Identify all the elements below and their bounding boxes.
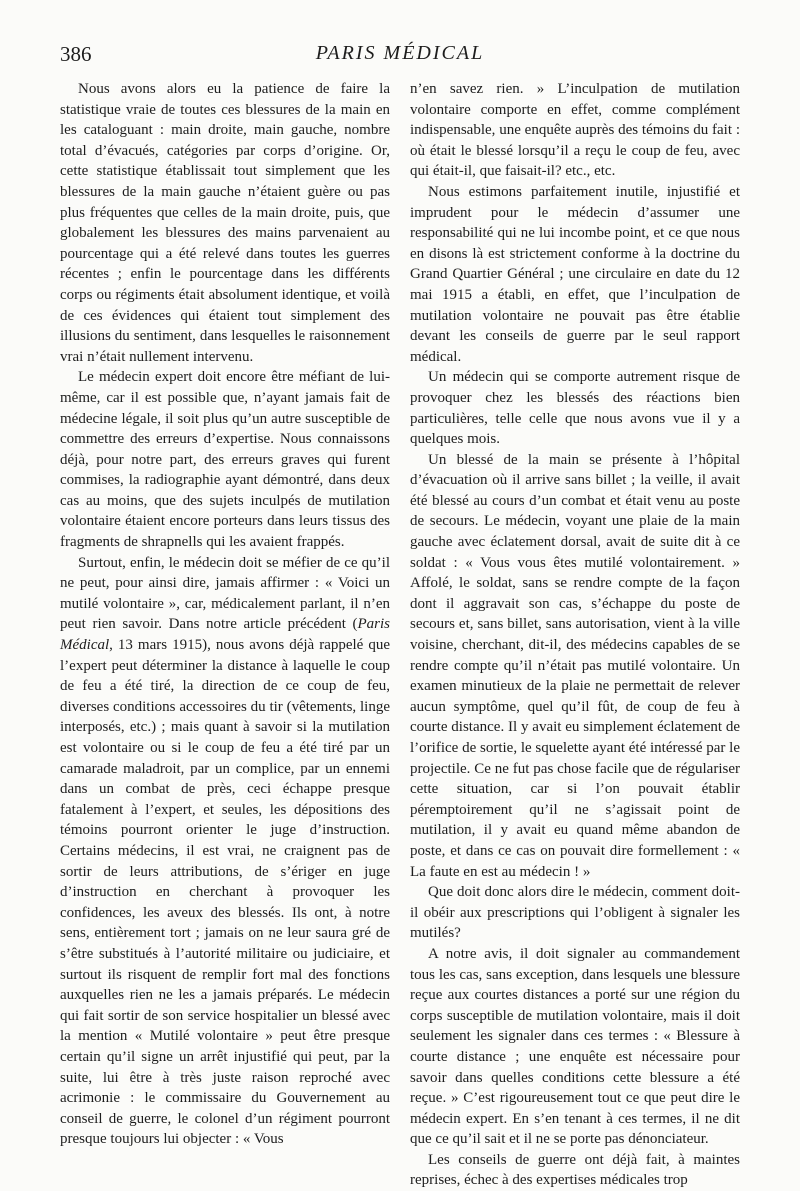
running-title: PARIS MÉDICAL [315,42,485,64]
left-column [60,79,390,1148]
paragraph: Un médecin qui se comporte autrement risque de provoquer chez les blessés des réactions bien particulières, telle celle que nous avons vue il y a quelques mois. [410,369,740,448]
paragraph: Nous estimons parfaitement inutile, injustifié et imprudent pour le médecin d’assumer une responsabilité qui ne lui incombe point, et ce que nous en disons là est strictement conforme à la doctrine du Grand Quartier Général ; une circulaire en date du 12 mai 1915 a établi, en effet, que l’inculpation de mutilation volontaire ne pouvait pas être établie devant les conseils de guerre par le seul rapport médical. [410,183,740,365]
paragraph: Nous avons alors eu la patience de faire la statistique vraie de toutes ces blessures de la main en les cataloguant : main droite, main gauche, nombre total d’évacués, catégories par corps d’origine. Or, cette statistique établissait tout simplement que les blessures de la main gauche n’étaient guère ou pas plus fréquentes que celles de la main droite, puis, que globalement les blessures des mains parvenaient au pourcentage qui a été relevé dans toutes les guerres récentes ; enfin le pourcentage dans les différents corps ou régiments était absolument identique, et voilà de ces évidences qui étaient tout simplement des illusions du sentiment, dans lesquelles le raisonnement vrai n’était nullement intervenu. [60,81,390,365]
paragraph: n’en savez rien. » L’inculpation de mutilation volontaire comporte en effet, comme complément indispensable, une enquête auprès des témoins du fait : où était le blessé lorsqu’il a reçu le coup de feu, avec qui était-il, que faisait-il? etc., etc. [410,81,740,180]
paragraph [60,553,390,1150]
paragraph-text: , 13 mars 1915), nous avons déjà rappelé que l’expert peut déterminer la distance à laquelle le coup de feu a été tiré, la direction de ce coup de feu, diverses conditions accessoires du tir (vêtements, linge interposés, etc.) ; mais quant à savoir si la mutilation est volontaire ou si le coup de feu a été tiré par un camarade maladroit, par un complice, par un ennemi dans un combat de près, ceci échappe presque fatalement à l’expert, et seules, les dépositions des témoins pourront orienter le juge d’instruction. Certains médecins, il est vrai, ne craignent pas de sortir de leurs attributions, de s’ériger en juge d’instruction en cherchant à provoquer les confidences, les aveux des blessés. Ils ont, à notre sens, entièrement tort ; jamais on ne leur saura gré de s’être substitués à l’autorité militaire ou judiciaire, et surtout ils risquent de remplir fort mal des fonctions auxquelles rien ne les a jamais préparés. Le médecin qui fait sortir de son service hospitalier un blessé avec la mention « Mutilé volontaire » peut être presque certain qu’il signe un arrêt injustifié qui peut, par la suite, lui être à très juste raison reproché avec acrimonie : le commissaire du Gouvernement au conseil de guerre, le colonel d’un régiment pourront presque toujours lui objecter : « Vous [60,637,390,1148]
paragraph: A notre avis, il doit signaler au commandement tous les cas, sans exception, dans lesquels une blessure reçue aux courtes distances a porté sur une région du corps susceptible de mutilation volontaire, mais il doit seulement les signaler dans ces termes : « Blessure à courte distance ; une enquête est nécessaire pour savoir dans quelles conditions cette blessure a été reçue. » C’est rigoureusement tout ce que peut dire le médecin expert. En s’en tenant à ces termes, il ne dit que ce qu’il sait et il ne se porte pas dénonciateur. [410,945,740,1148]
article-body [60,79,740,1189]
right-column [410,79,740,1189]
page-number: 386 [60,42,92,66]
paragraph-text: Surtout, enfin, le médecin doit se méfier de ce qu’il ne peut, pour ainsi dire, jamais affirmer : « Voici un mutilé volontaire », car, médicalement parlant, il n’en peut rien savoir. Dans notre article précédent ( [60,554,390,633]
paragraph: Le médecin expert doit encore être méfiant de lui-même, car il est possible que, n’ayant jamais fait de médecine légale, il soit plus qu’un autre susceptible de commettre des erreurs d’expertise. Nous connaissons déjà, pour notre part, des erreurs graves qui furent commises, la radiographie ayant démontré, dans deux cas au moins, que des sujets inculpés de mutilation volontaire étaient encore porteurs dans leurs tissus des fragments de shrapnells qui les avaient frappés. [60,369,390,551]
citation-title: Paris Médical [60,616,390,654]
page-header [0,42,800,76]
paragraph: Que doit donc alors dire le médecin, comment doit-il obéir aux prescriptions qui l’obligent à signaler les mutilés? [410,884,740,942]
paragraph: Les conseils de guerre ont déjà fait, à maintes reprises, échec à des expertises médicales trop [410,1151,740,1189]
paragraph: Un blessé de la main se présente à l’hôpital d’évacuation où il arrive sans billet ; la veille, il avait été blessé au cours d’un combat et était venu au poste de secours. Le médecin, voyant une plaie de la main gauche avec éclatement dorsal, avait de suite dit à ce soldat : « Vous vous êtes mutilé volontairement. » Affolé, le soldat, sans se rendre compte de la façon dont il aggravait son cas, s’échappe du poste de secours et, sans billet, sans autorisation, vient à la ville voisine, cherchant, dit-il, des médecins capables de se rendre compte qu’il n’était pas mutilé volontaire. Un examen minutieux de la plaie ne permettait de relever aucun symptôme, quel qu’il fût, de coup de feu à courte distance. Il y avait eu simplement éclatement de l’orifice de sortie, le squelette ayant été intéressé par le projectile. Ce ne fut pas chose facile que de régulariser cette situation, car si l’on pouvait établir péremptoirement qu’il ne s’agissait point de mutilation, il y avait eu quand même abandon de poste, et dans ce cas on pouvait dire formellement : « La faute en est au médecin ! » [410,451,740,880]
